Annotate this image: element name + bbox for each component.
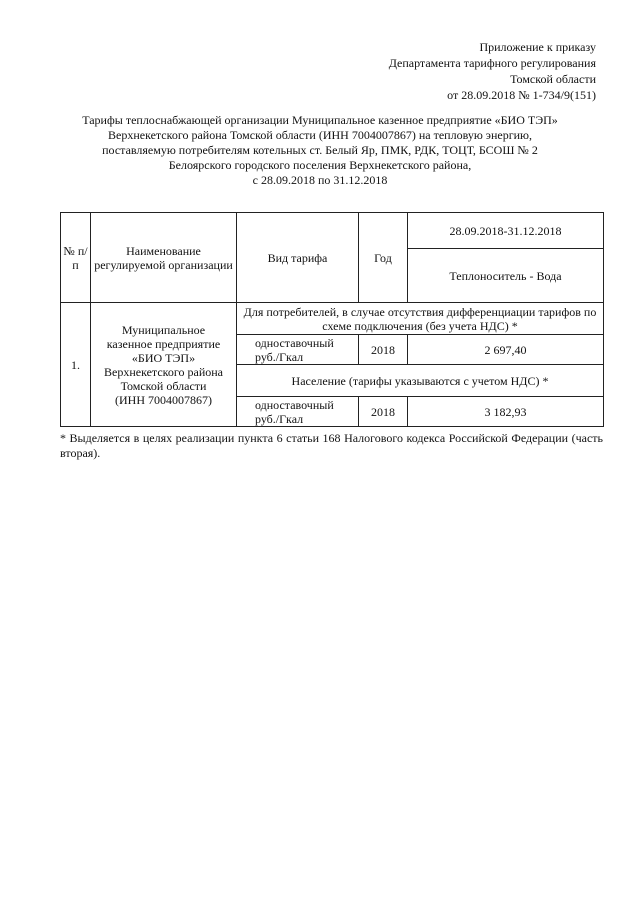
appendix-line: Приложение к приказу (479, 40, 596, 54)
appendix-order-line: от 28.09.2018 № 1-734/9(151) (447, 88, 596, 102)
appendix-line: Департамента тарифного регулирования (388, 56, 596, 70)
title-line: Верхнекетского района Томской области (ИНН 7004007867) на тепловую энергию, (107, 128, 532, 142)
row-org-name (91, 303, 237, 427)
table-row (61, 303, 604, 335)
tariff-type-cell: одноставочный руб./Гкал (237, 397, 359, 427)
appendix-block (389, 39, 596, 103)
org-line: Верхнекетского района (104, 364, 223, 379)
tariff-value-cell: 3 182,93 (408, 397, 604, 427)
title-period-line: с 28.09.2018 по 31.12.2018 (252, 173, 388, 187)
row-num: 1. (61, 303, 91, 427)
tariff-value-cell: 2 697,40 (408, 335, 604, 365)
section-heading: Для потребителей, в случае отсутствия дифференциации тарифов по схеме подключения (без учета НДС) * (237, 303, 604, 335)
tariff-type-cell: одноставочный руб./Гкал (237, 335, 359, 365)
header-period: 28.09.2018-31.12.2018 (408, 213, 604, 249)
org-line: Томской области (120, 378, 207, 393)
org-line: «БИО ТЭП» (131, 350, 196, 365)
org-line: (ИНН 7004007867) (115, 392, 212, 407)
title-line: Белоярского городского поселения Верхнекетского района, (168, 158, 472, 172)
appendix-line: Томской области (510, 72, 596, 86)
tariff-year-cell: 2018 (359, 335, 408, 365)
document-title (60, 113, 580, 188)
header-org: Наименование регулируемой организации (91, 213, 237, 303)
header-carrier: Теплоноситель - Вода (408, 249, 604, 303)
header-year: Год (359, 213, 408, 303)
header-num: № п/п (61, 213, 91, 303)
table-header-row (61, 213, 604, 249)
title-line: Тарифы теплоснабжающей организации Муниципальное казенное предприятие «БИО ТЭП» (82, 113, 558, 127)
org-line: Муниципальное (121, 322, 206, 337)
tariff-table (60, 212, 604, 427)
org-line: казенное предприятие (106, 336, 221, 351)
tariff-year-cell: 2018 (359, 397, 408, 427)
section-heading: Население (тарифы указываются с учетом НДС) * (237, 365, 604, 397)
footnote: * Выделяется в целях реализации пункта 6 статьи 168 Налогового кодекса Российской Федерации (часть вторая). (60, 431, 603, 460)
title-line: поставляемую потребителям котельных ст. Белый Яр, ПМК, РДК, ТОЦТ, БСОШ № 2 (102, 143, 538, 157)
header-tariff-type: Вид тарифа (237, 213, 359, 303)
